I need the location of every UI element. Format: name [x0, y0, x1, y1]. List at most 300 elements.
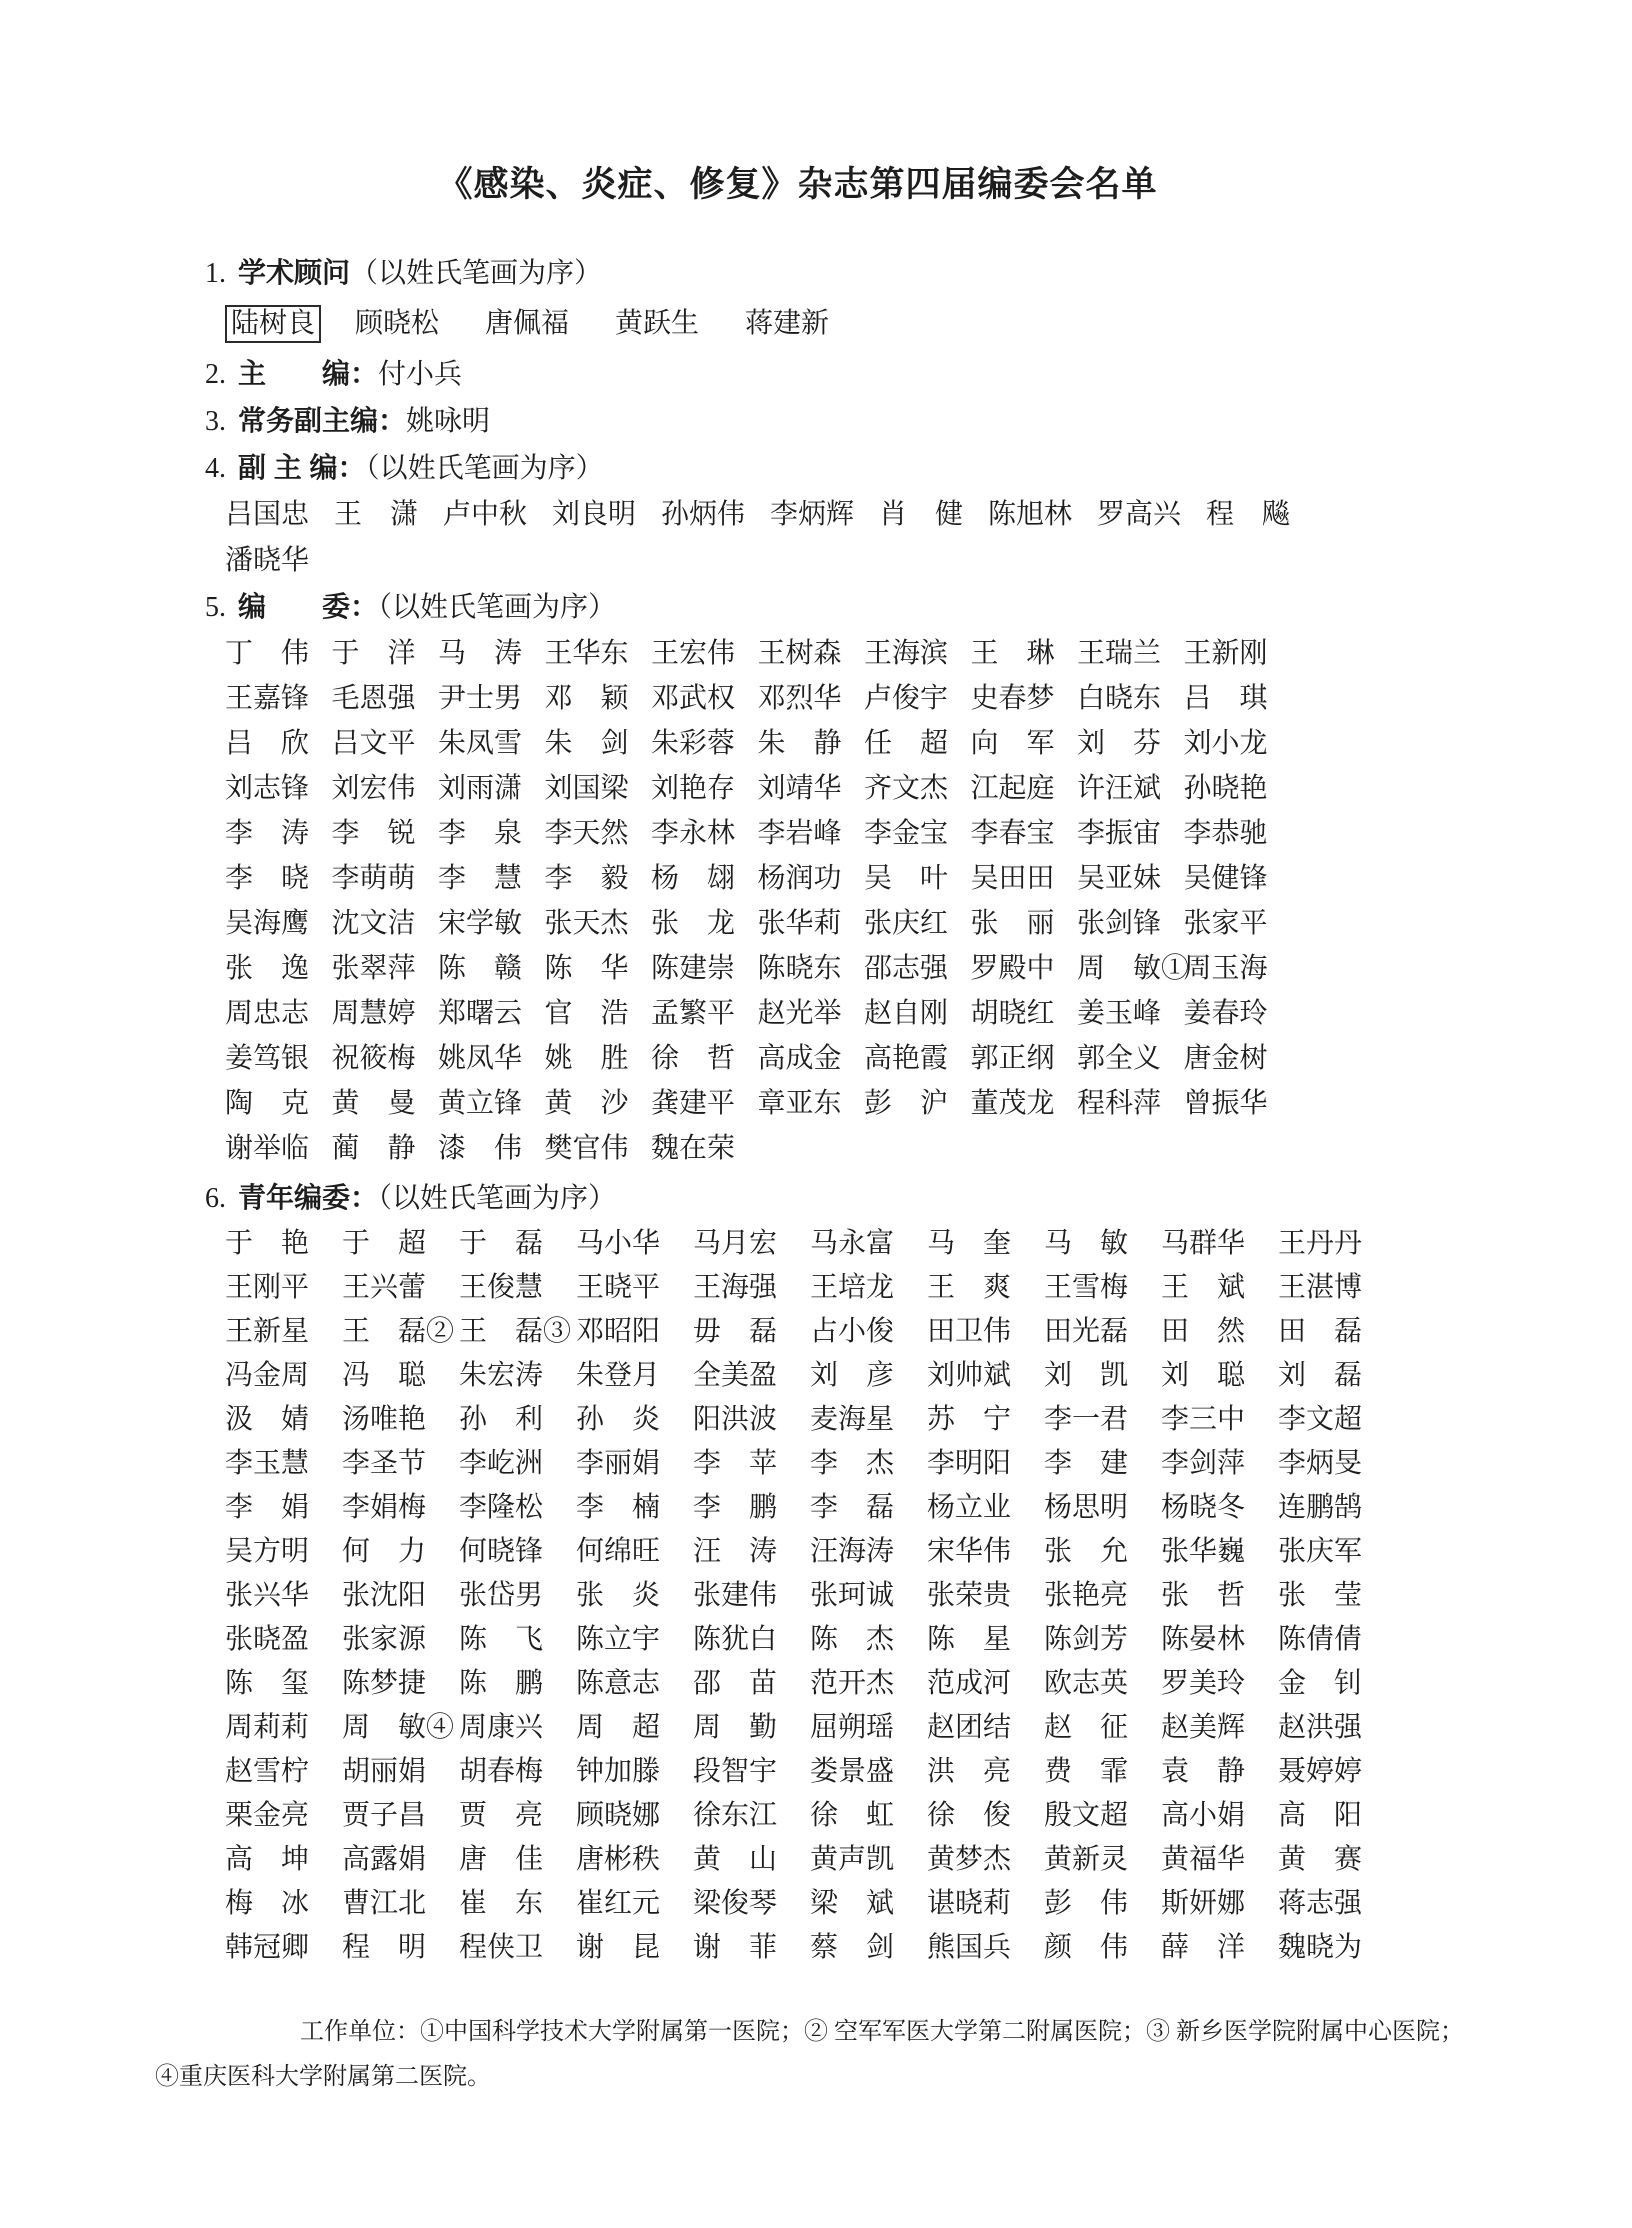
- member-name: 彭 伟: [1044, 1888, 1129, 1919]
- member-name-cell: [1278, 1222, 1395, 1266]
- member-name: 张剑锋: [1077, 908, 1162, 939]
- member-name: 孙晓艳: [1183, 773, 1268, 804]
- member-name-cell: [1278, 1662, 1395, 1706]
- member-name-cell: [342, 1442, 459, 1486]
- member-name-cell: [1184, 631, 1291, 676]
- member-name: 李恭驰: [1183, 818, 1268, 849]
- member-name: 袁 静: [1161, 1756, 1246, 1787]
- member-name-cell: [438, 631, 545, 676]
- member-name-cell: [225, 811, 332, 856]
- member-name: 向 军: [970, 728, 1055, 759]
- member-name: 于 艳: [225, 1228, 310, 1259]
- member-name-cell: [459, 1574, 576, 1618]
- member-name: 陈晓东: [757, 953, 842, 984]
- section-number: 4.: [205, 453, 226, 484]
- member-name: 刘小龙: [1183, 728, 1268, 759]
- member-name-cell: [651, 811, 758, 856]
- member-name: 黄 沙: [544, 1088, 629, 1119]
- section-number: 6.: [205, 1183, 226, 1214]
- member-name: 洪 亮: [927, 1756, 1012, 1787]
- member-name-cell: [1278, 1618, 1395, 1662]
- member-name: 张兴华: [225, 1580, 310, 1611]
- member-name: 顾晓娜: [576, 1800, 661, 1831]
- member-name: 贾子昌: [342, 1800, 427, 1831]
- member-name: 田 磊: [1278, 1316, 1363, 1347]
- member-name: 范成河: [927, 1668, 1012, 1699]
- member-name: 邵 苗: [693, 1668, 778, 1699]
- member-name-cell: [545, 631, 652, 676]
- section-header-executive-deputy-editor: [205, 398, 1632, 445]
- section-label: 常务副主编：: [238, 405, 407, 436]
- member-name-cell: [927, 1662, 1044, 1706]
- section-label: 青年编委：: [238, 1182, 379, 1213]
- member-name: 王培龙: [810, 1272, 895, 1303]
- member-name-cell: [693, 1398, 810, 1442]
- member-name-cell: [225, 1882, 342, 1926]
- member-name-cell: [971, 676, 1078, 721]
- member-name-cell: [225, 1794, 342, 1838]
- member-name-cell: [758, 1036, 865, 1081]
- member-name-cell: [864, 766, 971, 811]
- member-name-cell: [810, 1486, 927, 1530]
- member-name: 李金宝: [864, 818, 949, 849]
- member-name-cell: [927, 1618, 1044, 1662]
- section-header-editorial-board: [205, 584, 1632, 631]
- member-name: 王宏伟: [651, 638, 736, 669]
- member-name: 顾晓松: [355, 308, 440, 339]
- member-name: 李 娟: [225, 1492, 310, 1523]
- member-name-cell: [1044, 1838, 1161, 1882]
- member-name: 孙 利: [459, 1404, 544, 1435]
- member-name: 杨晓冬: [1161, 1492, 1246, 1523]
- member-name: 蒋建新: [745, 308, 830, 339]
- member-name: 卢俊宇: [864, 683, 949, 714]
- member-name-cell: [438, 946, 545, 991]
- member-name-cell: [225, 1838, 342, 1882]
- member-name-cell: [225, 901, 332, 946]
- member-name: 宋学敏: [438, 908, 523, 939]
- member-name-cell: [971, 631, 1078, 676]
- member-name-cell: [770, 492, 879, 538]
- member-name-cell: [459, 1398, 576, 1442]
- name-row: [225, 1574, 1632, 1618]
- member-name-cell: [927, 1266, 1044, 1310]
- member-name-cell: [758, 946, 865, 991]
- name-row: [225, 1706, 1632, 1750]
- member-name: 于 洋: [331, 638, 416, 669]
- member-name: 马月宏: [693, 1228, 778, 1259]
- member-name-cell: [225, 1662, 342, 1706]
- member-name: 贾 亮: [459, 1800, 544, 1831]
- name-row: [225, 1530, 1632, 1574]
- member-name-cell: [1044, 1662, 1161, 1706]
- member-name-cell: [1161, 1398, 1278, 1442]
- member-name-cell: [758, 856, 865, 901]
- member-name: 李 苹: [693, 1448, 778, 1479]
- member-name-cell: [576, 1750, 693, 1794]
- member-name-cell: [693, 1530, 810, 1574]
- member-name-cell: [1184, 946, 1291, 991]
- member-name-cell: [810, 1838, 927, 1882]
- member-name-cell: [927, 1794, 1044, 1838]
- section-header-advisors: [205, 250, 1632, 297]
- member-name: 熊国兵: [927, 1932, 1012, 1963]
- member-name: 陈倩倩: [1278, 1624, 1363, 1655]
- member-name-cell: [334, 492, 443, 538]
- member-name: 朱宏涛: [459, 1360, 544, 1391]
- member-name-cell: [651, 1081, 758, 1126]
- member-name: 张家源: [342, 1624, 427, 1655]
- member-name-cell: [810, 1574, 927, 1618]
- member-name-cell: [1077, 721, 1184, 766]
- member-name: 张 炎: [576, 1580, 661, 1611]
- member-name-cell: [1278, 1530, 1395, 1574]
- member-name-cell: [225, 1750, 342, 1794]
- member-name-cell: [545, 991, 652, 1036]
- member-name-cell: [758, 1081, 865, 1126]
- member-name-cell: [864, 631, 971, 676]
- member-name-cell: [810, 1926, 927, 1970]
- member-name-cell: [810, 1398, 927, 1442]
- member-name-cell: [693, 1266, 810, 1310]
- member-name-cell: [693, 1926, 810, 1970]
- member-name-cell: [225, 1398, 342, 1442]
- member-name: 张 龙: [651, 908, 736, 939]
- section-number: 1.: [205, 258, 226, 289]
- member-name: 赵自刚: [864, 998, 949, 1029]
- member-name: 吴亚妹: [1077, 863, 1162, 894]
- member-name-cell: [693, 1354, 810, 1398]
- member-name: 曹江北: [342, 1888, 427, 1919]
- member-name-cell: [576, 1222, 693, 1266]
- member-name: 田光磊: [1044, 1316, 1129, 1347]
- member-name: 刘良明: [552, 499, 637, 530]
- member-name: 黄声凯: [810, 1844, 895, 1875]
- member-name: 苏 宁: [927, 1404, 1012, 1435]
- member-name-cell: [225, 946, 332, 991]
- member-name: 龚建平: [651, 1088, 736, 1119]
- member-name-cell: [1278, 1926, 1395, 1970]
- member-name: 唐 佳: [459, 1844, 544, 1875]
- member-name-cell: [927, 1398, 1044, 1442]
- member-name-cell: [443, 492, 552, 538]
- member-name-cell: [1278, 1486, 1395, 1530]
- member-name: 姜玉峰: [1077, 998, 1162, 1029]
- member-name-cell: [459, 1794, 576, 1838]
- member-name-cell: [758, 811, 865, 856]
- name-row: [225, 1882, 1632, 1926]
- member-name: 连鹏鹄: [1278, 1492, 1363, 1523]
- member-name: 张荣贵: [927, 1580, 1012, 1611]
- member-name: 张艳亮: [1044, 1580, 1129, 1611]
- member-name: 蔡 剑: [810, 1932, 895, 1963]
- member-name: 黄 赛: [1278, 1844, 1363, 1875]
- member-name: 王新星: [225, 1316, 310, 1347]
- member-name-cell: [693, 1662, 810, 1706]
- member-name-cell: [225, 631, 332, 676]
- name-row: [225, 946, 1632, 991]
- member-name: 麦海星: [810, 1404, 895, 1435]
- member-name: 程 明: [342, 1932, 427, 1963]
- member-name-cell: [864, 811, 971, 856]
- member-name: 郭全义: [1077, 1043, 1162, 1074]
- member-name: 魏在荣: [651, 1133, 736, 1164]
- member-name: 姚 胜: [544, 1043, 629, 1074]
- member-name-cell: [661, 492, 770, 538]
- member-name: 李娟梅: [342, 1492, 427, 1523]
- member-name-cell: [576, 1838, 693, 1882]
- member-name-cell: [988, 492, 1097, 538]
- member-name-cell: [1184, 811, 1291, 856]
- member-name-cell: [758, 631, 865, 676]
- member-name: 王湛博: [1278, 1272, 1363, 1303]
- member-name-cell: [545, 946, 652, 991]
- member-name-cell: [459, 1706, 576, 1750]
- member-name-cell: [1161, 1222, 1278, 1266]
- member-name: 胡晓红: [970, 998, 1055, 1029]
- member-name: 陈 飞: [459, 1624, 544, 1655]
- member-name: 李剑萍: [1161, 1448, 1246, 1479]
- member-name-cell: [438, 1081, 545, 1126]
- member-name: 吴海鹰: [225, 908, 310, 939]
- member-name-cell: [332, 1036, 439, 1081]
- member-name: 费 霏: [1044, 1756, 1129, 1787]
- member-name-cell: [927, 1222, 1044, 1266]
- member-name-cell: [864, 991, 971, 1036]
- member-name: 谢 昆: [576, 1932, 661, 1963]
- member-name: 李 磊: [810, 1492, 895, 1523]
- member-name: 孙 炎: [576, 1404, 661, 1435]
- member-name-cell: [225, 1081, 332, 1126]
- member-name-cell: [1044, 1794, 1161, 1838]
- member-name: 马 奎: [927, 1228, 1012, 1259]
- member-name-cell: [545, 856, 652, 901]
- member-name: 周莉莉: [225, 1712, 310, 1743]
- member-name-cell: [1044, 1354, 1161, 1398]
- member-name: 梁俊琴: [693, 1888, 778, 1919]
- member-name-cell: [459, 1882, 576, 1926]
- member-name-cell: [225, 1126, 332, 1171]
- member-name-cell: [342, 1574, 459, 1618]
- section-number: 5.: [205, 592, 226, 623]
- member-name-cell: [342, 1750, 459, 1794]
- member-name: 张 莹: [1278, 1580, 1363, 1611]
- member-name-cell: [1044, 1618, 1161, 1662]
- name-row: [225, 676, 1632, 721]
- member-name-cell: [864, 721, 971, 766]
- member-name-cell: [927, 1574, 1044, 1618]
- member-name: 程侠卫: [459, 1932, 544, 1963]
- member-name: 汤唯艳: [342, 1404, 427, 1435]
- name-row: [225, 492, 1632, 538]
- member-name-cell: [225, 538, 334, 584]
- member-name: 杨 翃: [651, 863, 736, 894]
- member-name-cell: [693, 1618, 810, 1662]
- name-row: [225, 811, 1632, 856]
- member-name: 陶 克: [225, 1088, 310, 1119]
- member-name: 王 爽: [927, 1272, 1012, 1303]
- member-name: 刘 聪: [1161, 1360, 1246, 1391]
- member-name: 章亚东: [757, 1088, 842, 1119]
- member-name-cell: [1044, 1310, 1161, 1354]
- member-name: 姜春玲: [1183, 998, 1268, 1029]
- member-name-cell: [971, 1081, 1078, 1126]
- member-name-cell: [1044, 1926, 1161, 1970]
- member-name-cell: [1161, 1794, 1278, 1838]
- member-name: 钟加滕: [576, 1756, 661, 1787]
- member-name: 梅 冰: [225, 1888, 310, 1919]
- member-name-cell: [342, 1354, 459, 1398]
- member-name-cell: [342, 1530, 459, 1574]
- member-name: 陈 杰: [810, 1624, 895, 1655]
- member-name: 李 慧: [438, 863, 523, 894]
- footnote-line-2: ④重庆医科大学附属第二医院。: [155, 2064, 491, 2090]
- member-name-cell: [971, 811, 1078, 856]
- member-name: 王嘉锋: [225, 683, 310, 714]
- name-row: [225, 1310, 1632, 1354]
- member-name-cell: [1077, 1036, 1184, 1081]
- member-name-cell: [438, 766, 545, 811]
- member-name-cell: [332, 1081, 439, 1126]
- member-name-cell: [1184, 721, 1291, 766]
- member-name-cell: [576, 1574, 693, 1618]
- member-name: 朱凤雪: [438, 728, 523, 759]
- member-name-cell: [225, 1036, 332, 1081]
- member-name: 娄景盛: [810, 1756, 895, 1787]
- member-name: 齐文杰: [864, 773, 949, 804]
- member-name: 殷文超: [1044, 1800, 1129, 1831]
- member-name: 刘雨潇: [438, 773, 523, 804]
- member-name-cell: [459, 1530, 576, 1574]
- member-name: 黄 曼: [331, 1088, 416, 1119]
- member-name: 毋 磊: [693, 1316, 778, 1347]
- member-name: 唐彬秩: [576, 1844, 661, 1875]
- member-name: 肖 健: [879, 499, 964, 530]
- name-row: [225, 1126, 1632, 1171]
- member-name-cell: [693, 1574, 810, 1618]
- member-name: 李 泉: [438, 818, 523, 849]
- member-name: 于 超: [342, 1228, 427, 1259]
- member-name-cell: [1184, 1081, 1291, 1126]
- member-name: 张岱男: [459, 1580, 544, 1611]
- member-name: 任 超: [864, 728, 949, 759]
- section-label: 副 主 编：: [238, 452, 366, 483]
- member-name-cell: [971, 991, 1078, 1036]
- member-name-cell: [576, 1926, 693, 1970]
- member-name-cell: [927, 1750, 1044, 1794]
- member-name: 王海强: [693, 1272, 778, 1303]
- member-name: 马永富: [810, 1228, 895, 1259]
- member-name: 吴方明: [225, 1536, 310, 1567]
- member-name-cell: [693, 1882, 810, 1926]
- member-name-cell: [459, 1750, 576, 1794]
- member-name: 程科萍: [1077, 1088, 1162, 1119]
- member-name: 冯金周: [225, 1360, 310, 1391]
- member-name-cell: [810, 1662, 927, 1706]
- member-name-cell: [1278, 1574, 1395, 1618]
- member-name: 官 浩: [544, 998, 629, 1029]
- member-name: 汪海涛: [810, 1536, 895, 1567]
- member-name-cell: [1161, 1310, 1278, 1354]
- member-name-cell: [438, 1036, 545, 1081]
- member-name: 王俊慧: [459, 1272, 544, 1303]
- member-name: 郑曙云: [438, 998, 523, 1029]
- member-name: 谢 菲: [693, 1932, 778, 1963]
- section-header-young-editorial-board: [205, 1175, 1632, 1222]
- member-name: 李岩峰: [757, 818, 842, 849]
- member-name: 刘艳存: [651, 773, 736, 804]
- member-name: 薛 洋: [1161, 1932, 1246, 1963]
- member-name: 斯妍娜: [1161, 1888, 1246, 1919]
- member-name-cell: [971, 856, 1078, 901]
- member-name: 何晓锋: [459, 1536, 544, 1567]
- member-name: 刘志锋: [225, 773, 310, 804]
- member-name-cell: [1278, 1442, 1395, 1486]
- member-name-cell: [459, 1222, 576, 1266]
- member-name: 黄新灵: [1044, 1844, 1129, 1875]
- member-name-cell: [438, 721, 545, 766]
- member-name-cell: [1184, 766, 1291, 811]
- member-name: 韩冠卿: [225, 1932, 310, 1963]
- member-name-cell: [971, 721, 1078, 766]
- member-name-cell: [1077, 901, 1184, 946]
- member-name: 朱登月: [576, 1360, 661, 1391]
- member-name-cell: [342, 1266, 459, 1310]
- member-name: 全美盈: [693, 1360, 778, 1391]
- member-name: 赵光举: [757, 998, 842, 1029]
- member-name-cell: [459, 1486, 576, 1530]
- name-row: [225, 1266, 1632, 1310]
- member-name: 张庆红: [864, 908, 949, 939]
- member-name-cell: [1161, 1882, 1278, 1926]
- member-name: 梁 斌: [810, 1888, 895, 1919]
- member-name: 张珂诚: [810, 1580, 895, 1611]
- member-name-cell: [758, 721, 865, 766]
- member-name: 崔红元: [576, 1888, 661, 1919]
- member-name-cell: [864, 856, 971, 901]
- member-name-cell: [332, 811, 439, 856]
- member-name: 李圣节: [342, 1448, 427, 1479]
- name-row: [225, 1036, 1632, 1081]
- member-name: 陈 星: [927, 1624, 1012, 1655]
- member-name-cell: [864, 946, 971, 991]
- member-name: 陈梦捷: [342, 1668, 427, 1699]
- member-name: 张晓盈: [225, 1624, 310, 1655]
- member-name: 李 建: [1044, 1448, 1129, 1479]
- member-name: 陈 鹏: [459, 1668, 544, 1699]
- member-name: 王 斌: [1161, 1272, 1246, 1303]
- member-name-cell: [459, 1838, 576, 1882]
- member-name: 栗金亮: [225, 1800, 310, 1831]
- member-name-cell: [576, 1530, 693, 1574]
- member-name: 陈旭林: [988, 499, 1073, 530]
- member-name-cell: [1077, 631, 1184, 676]
- member-name: 李一君: [1044, 1404, 1129, 1435]
- member-name: 吕 欣: [225, 728, 310, 759]
- member-name-cell: [1184, 991, 1291, 1036]
- member-name: 马 敏: [1044, 1228, 1129, 1259]
- member-name: 徐 虹: [810, 1800, 895, 1831]
- member-name-cell: [576, 1354, 693, 1398]
- member-name-cell: [745, 301, 875, 347]
- member-name-cell: [651, 1036, 758, 1081]
- member-name: 张华巍: [1161, 1536, 1246, 1567]
- member-name-cell: [576, 1398, 693, 1442]
- member-name-cell: [225, 492, 334, 538]
- member-name-cell: [1184, 676, 1291, 721]
- member-name: 徐 哲: [651, 1043, 736, 1074]
- member-name: 吕国忠: [225, 499, 310, 530]
